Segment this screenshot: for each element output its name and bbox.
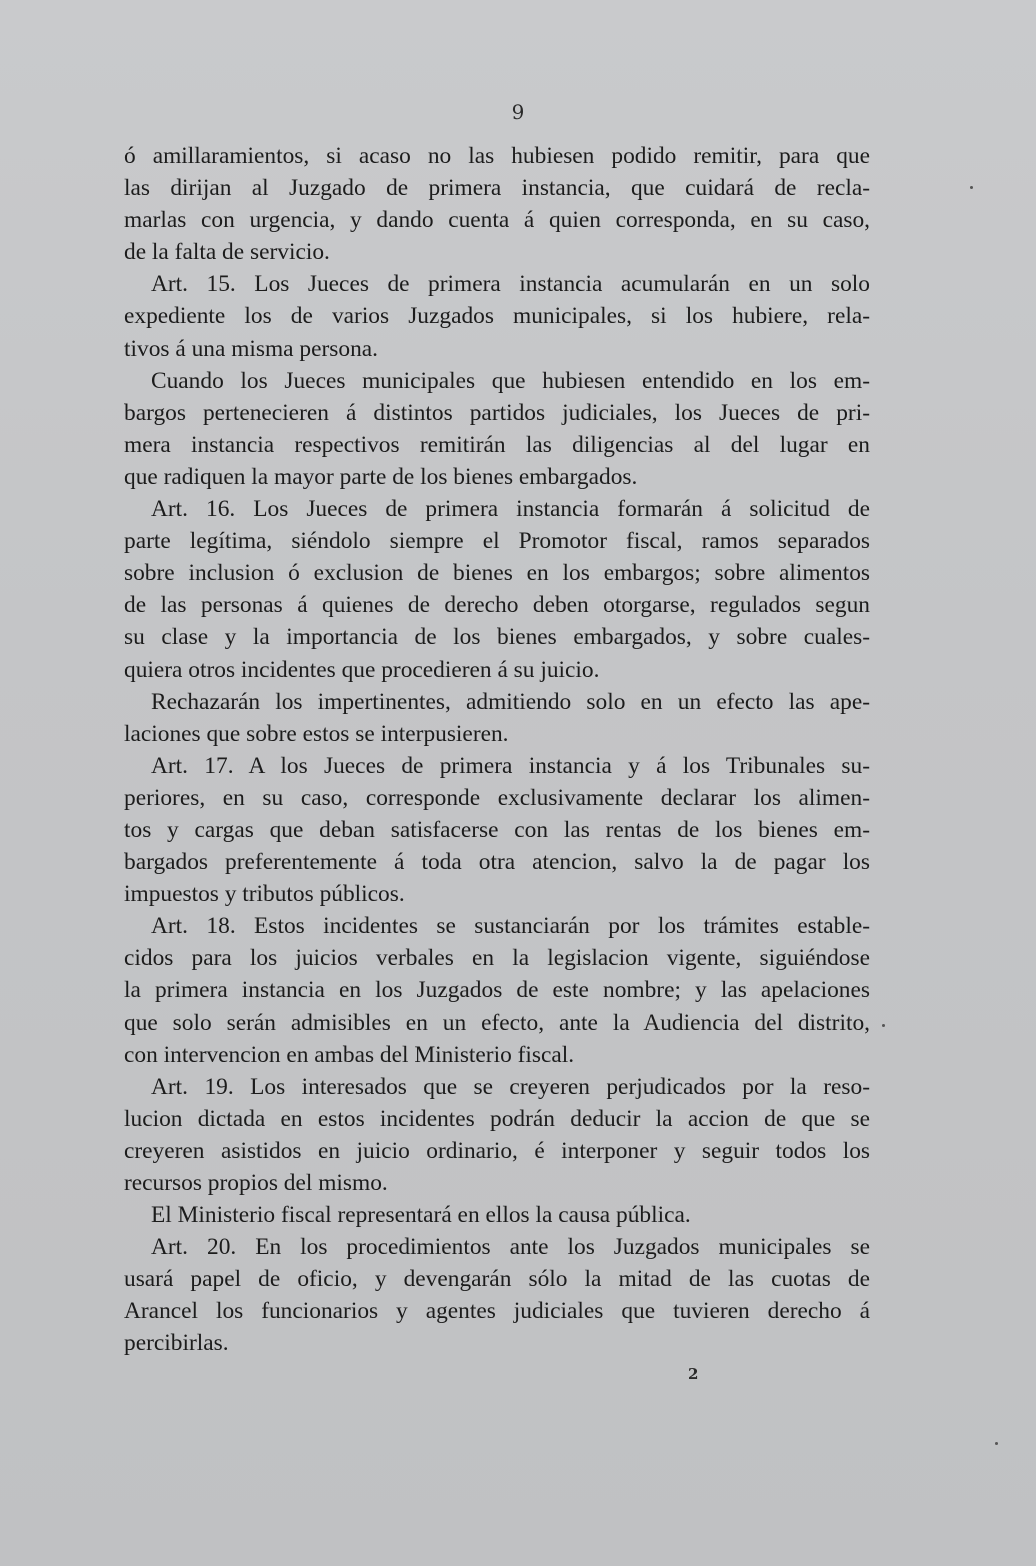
text-line: lucion dictada en estos incidentes podrán deducir la accion de que se xyxy=(124,1105,870,1132)
paper-speck xyxy=(970,186,973,189)
text-line: su clase y la importancia de los bienes embargados, y sobre cuales- xyxy=(124,624,870,651)
paragraph-start-line: Rechazarán los impertinentes, admitiendo solo en un efecto las ape- xyxy=(151,688,870,715)
article-15-heading-line: Art. 15. Los Jueces de primera instancia acumularán en un solo xyxy=(151,271,870,298)
article-17-heading-line: Art. 17. A los Jueces de primera instancia y á los Tribunales su- xyxy=(151,752,870,779)
text-line: expediente los de varios Juzgados municipales, si los hubiere, rela- xyxy=(124,303,870,330)
text-line: las dirijan al Juzgado de primera instancia, que cuidará de recla- xyxy=(124,175,870,202)
text-line: cidos para los juicios verbales en la legislacion vigente, siguiéndose xyxy=(124,945,870,972)
body-text xyxy=(124,140,870,1360)
article-16-heading-line: Art. 16. Los Jueces de primera instancia formarán á solicitud de xyxy=(151,496,870,523)
text-line: bargos pertenecieren á distintos partidos judiciales, los Jueces de pri- xyxy=(124,399,870,426)
text-line: marlas con urgencia, y dando cuenta á quien corresponda, en su caso, xyxy=(124,207,870,234)
text-line: la primera instancia en los Juzgados de este nombre; y las apelaciones xyxy=(124,977,870,1004)
text-line: periores, en su caso, corresponde exclusivamente declarar los alimen- xyxy=(124,784,870,811)
article-20-heading-line: Art. 20. En los procedimientos ante los Juzgados municipales se xyxy=(151,1234,870,1261)
text-line: que radiquen la mayor parte de los bienes embargados. xyxy=(124,463,638,490)
text-line: con intervencion en ambas del Ministerio fiscal. xyxy=(124,1041,575,1068)
article-19-heading-line: Art. 19. Los interesados que se creyeren perjudicados por la reso- xyxy=(151,1073,870,1100)
text-line: quiera otros incidentes que procedieren á su juicio. xyxy=(124,656,600,683)
text-line: Arancel los funcionarios y agentes judiciales que tuvieren derecho á xyxy=(124,1298,870,1325)
text-line: laciones que sobre estos se interpusieren. xyxy=(124,720,509,747)
paper-speck xyxy=(995,1442,998,1445)
text-line: bargados preferentemente á toda otra atencion, salvo la de pagar los xyxy=(124,849,870,876)
paragraph-start-line: Cuando los Jueces municipales que hubiesen entendido en los em- xyxy=(151,367,870,394)
printer-signature-mark: 2 xyxy=(688,1365,699,1383)
text-line: usará papel de oficio, y devengarán sólo la mitad de las cuotas de xyxy=(124,1266,870,1293)
text-line: parte legítima, siéndolo siempre el Promotor fiscal, ramos separados xyxy=(124,528,870,555)
text-line: creyeren asistidos en juicio ordinario, é interponer y seguir todos los xyxy=(124,1137,870,1164)
page-number: 9 xyxy=(511,100,525,124)
text-line: que solo serán admisibles en un efecto, ante la Audiencia del distrito, xyxy=(124,1009,870,1036)
text-line: recursos propios del mismo. xyxy=(124,1170,388,1196)
text-line: impuestos y tributos públicos. xyxy=(124,881,405,908)
text-line: tos y cargas que deban satisfacerse con las rentas de los bienes em- xyxy=(124,816,870,843)
paper-speck xyxy=(882,1024,885,1027)
text-line: de la falta de servicio. xyxy=(124,239,330,266)
article-18-heading-line: Art. 18. Estos incidentes se sustanciarán por los trámites estable- xyxy=(151,913,870,940)
text-line: sobre inclusion ó exclusion de bienes en los embargos; sobre alimentos xyxy=(124,560,870,587)
text-line: mera instancia respectivos remitirán las diligencias al del lugar en xyxy=(124,431,870,458)
text-line: ó amillaramientos, si acaso no las hubiesen podido remitir, para que xyxy=(124,143,870,169)
text-line: de las personas á quienes de derecho deben otorgarse, regulados segun xyxy=(124,592,870,619)
text-line: tivos á una misma persona. xyxy=(124,335,378,362)
text-line: percibirlas. xyxy=(124,1330,229,1357)
paragraph-start-line: El Ministerio fiscal representará en ellos la causa pública. xyxy=(151,1202,691,1229)
